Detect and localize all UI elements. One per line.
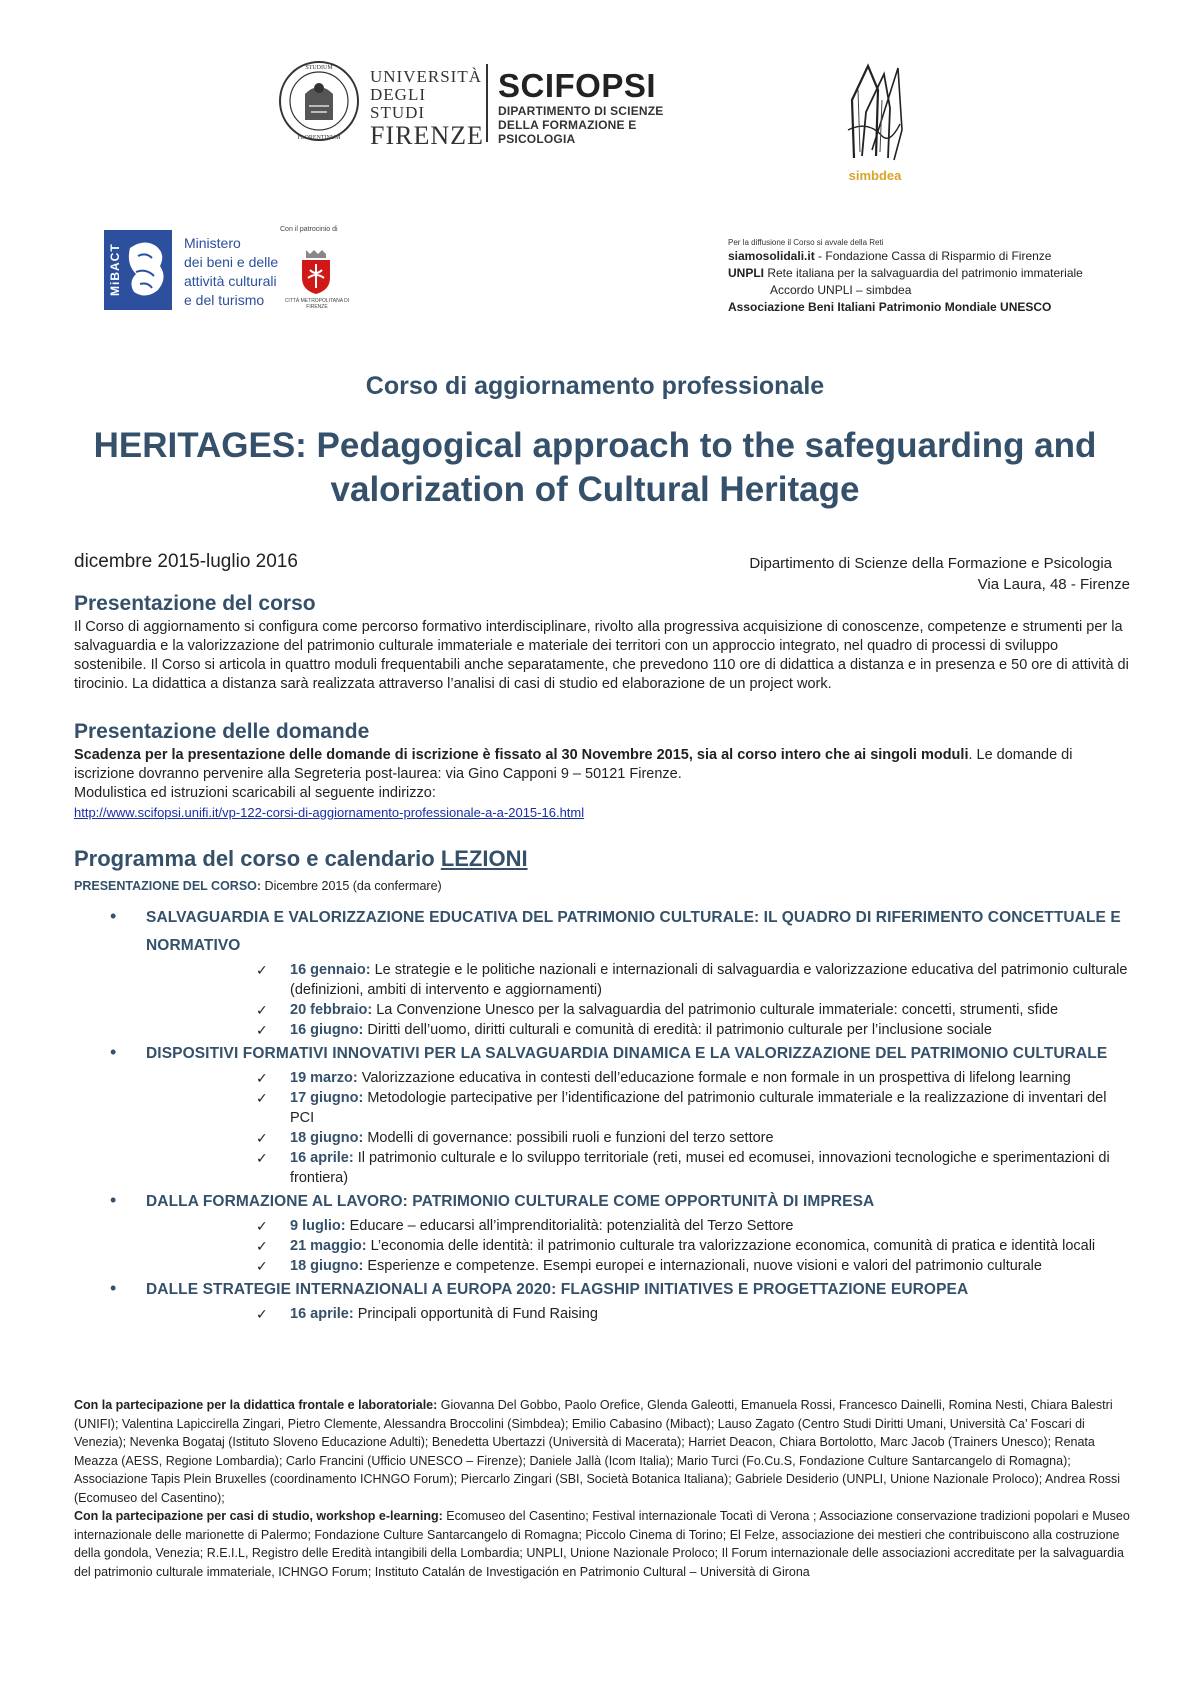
lesson-item	[146, 1128, 1134, 1148]
programma-sub-value: Dicembre 2015 (da confermare)	[261, 879, 442, 893]
lesson-item	[146, 1148, 1134, 1188]
checkmark-icon: ✓	[256, 1150, 268, 1166]
programme-list	[74, 904, 1134, 1324]
simbdea-logo	[830, 60, 920, 185]
lesson-item	[146, 1304, 1134, 1324]
svg-text:STUDIUM: STUDIUM	[305, 65, 333, 71]
domande-modulistica: Modulistica ed istruzioni scaricabili al seguente indirizzo:	[74, 785, 436, 801]
simbdea-label: simbdea	[848, 168, 902, 183]
venue-line1: Dipartimento di Scienze della Formazione e Psicologia	[749, 555, 1112, 572]
lezioni-link[interactable]: LEZIONI	[440, 846, 528, 871]
checkmark-icon: ✓	[256, 1022, 268, 1038]
svg-text:FLORENTINUM: FLORENTINUM	[297, 135, 341, 141]
checkmark-icon: ✓	[256, 962, 268, 978]
unifi-line1: UNIVERSITÀ	[370, 67, 482, 86]
domande-text	[74, 746, 1134, 823]
simbdea-scribble-icon	[838, 60, 912, 164]
unifi-name	[370, 68, 482, 150]
lesson-date: 20 febbraio:	[290, 1002, 373, 1018]
mibact-line2: dei beni e delle	[184, 254, 279, 270]
course-type-heading: Corso di aggiornamento professionale	[365, 372, 825, 400]
checkmark-icon: ✓	[256, 1002, 268, 1018]
credits-casi	[74, 1507, 1134, 1581]
course-dates: dicembre 2015-luglio 2016	[74, 551, 298, 572]
scifopsi-line1: DIPARTIMENTO DI SCIENZE	[498, 104, 664, 118]
checkmark-icon: ✓	[256, 1130, 268, 1146]
course-venue	[700, 553, 1130, 595]
patrocinio-logo	[280, 226, 370, 316]
diffusione-line1-bold: siamosolidali.it	[728, 249, 815, 263]
lesson-date: 16 aprile:	[290, 1150, 354, 1166]
programma-heading	[74, 846, 528, 872]
diffusione-line2	[728, 265, 1128, 282]
lesson-date: 16 gennaio:	[290, 962, 371, 978]
lesson-item	[146, 1256, 1134, 1276]
lesson-date: 18 giugno:	[290, 1130, 364, 1146]
course-title	[40, 424, 1150, 512]
unifi-logo	[278, 60, 698, 148]
checkmark-icon: ✓	[256, 1306, 268, 1322]
credits-casi-text: Ecomuseo del Casentino; Festival internazionale Tocatì di Verona ; Associazione conservazione tradizioni popolari e Museo internazionale delle marionette di Palermo; Fondazione Culture Santarcangelo di Romagna; Piccolo Cinema di Torino; El Felze, associazione dei mestieri che contribuiscono alla costruzione della gondola, Venezia; R.E.I.L, Registro delle Eredità intangibili della Lombardia; UNPLI, Unione Nazionale Proloco; Il Forum internazionale delle associazioni accreditate per la salvaguardia del patrimonio culturale immateriale, ICHNGO Forum; Instituto Catalán de Investigación en Patrimonio Cultural – Università di Girona	[74, 1509, 1130, 1579]
patrocinio-caption: CITTÀ METROPOLITANA DI FIRENZE	[284, 298, 350, 310]
presentazione-text: Il Corso di aggiornamento si configura come percorso formativo interdisciplinare, rivolto alla progressiva acquisizione di conoscenze, competenze e strumenti per la salvaguardia e la valorizzazione del patrimonio culturale immateriale e materiale dei territori con un approccio integrato, nel quadro di processi di sviluppo sostenibile. Il Corso si articola in quattro moduli frequentabili anche separatamente, che prevedono 110 ore di didattica a distanza e in presenza e 50 ore di attività di tirocinio. La didattica a distanza sarà realizzata attraverso l’analisi di casi di studio ed elaborazione de un project work.	[74, 619, 1129, 692]
lesson-text: Metodologie partecipative per l’identificazione del patrimonio culturale immateriale e la realizzazione di inventari del PCI	[290, 1090, 1107, 1126]
diffusione-block	[728, 238, 1128, 316]
mibact-line3: attività culturali	[184, 273, 277, 289]
lesson-item	[146, 960, 1134, 1000]
bullet-icon: •	[110, 1042, 117, 1062]
logo-divider	[486, 64, 488, 142]
checkmark-icon: ✓	[256, 1070, 268, 1086]
lesson-text: La Convenzione Unesco per la salvaguardia del patrimonio culturale immateriale: concetti, strumenti, sfide	[372, 1002, 1059, 1018]
lesson-date: 17 giugno:	[290, 1090, 364, 1106]
credits-frontale-label: Con la partecipazione per la didattica frontale e laboratoriale:	[74, 1398, 438, 1412]
bullet-icon: •	[110, 1278, 117, 1298]
mibact-line1: Ministero	[184, 235, 241, 251]
checkmark-icon: ✓	[256, 1218, 268, 1234]
domande-heading: Presentazione delle domande	[74, 720, 370, 743]
scifopsi-line2: DELLA FORMAZIONE E PSICOLOGIA	[498, 118, 637, 146]
florence-lily-icon	[298, 250, 334, 294]
bullet-icon: •	[110, 1190, 117, 1210]
patrocinio-label: Con il patrocinio di	[280, 226, 338, 233]
checkmark-icon: ✓	[256, 1090, 268, 1106]
lesson-item	[146, 1068, 1134, 1088]
lesson-date: 16 giugno:	[290, 1022, 364, 1038]
diffusione-line2-rest: Rete italiana per la salvaguardia del patrimonio immateriale	[764, 266, 1083, 280]
module-title: DALLE STRATEGIE INTERNAZIONALI A EUROPA 2020: FLAGSHIP INITIATIVES E PROGETTAZIONE EUROPEA	[146, 1281, 969, 1298]
lesson-item	[146, 1020, 1134, 1040]
credits-casi-label: Con la partecipazione per casi di studio, workshop e-learning:	[74, 1509, 443, 1523]
diffusione-line3: Accordo UNPLI – simbdea	[770, 283, 912, 297]
programme-module	[74, 1276, 1134, 1324]
domande-deadline	[74, 746, 1134, 784]
module-title: DALLA FORMAZIONE AL LAVORO: PATRIMONIO CULTURALE COME OPPORTUNITÀ DI IMPRESA	[146, 1193, 875, 1210]
lesson-text: Educare – educarsi all’imprenditorialità: potenzialità del Terzo Settore	[345, 1218, 794, 1234]
lesson-date: 9 luglio:	[290, 1218, 346, 1234]
diffusione-line4: Associazione Beni Italiani Patrimonio Mondiale UNESCO	[728, 300, 1052, 314]
lesson-date: 18 giugno:	[290, 1258, 364, 1274]
unifi-line2: DEGLI STUDI	[370, 85, 426, 122]
lesson-text: Principali opportunità di Fund Raising	[353, 1306, 598, 1322]
credits-frontale-text: Giovanna Del Gobbo, Paolo Orefice, Glenda Galeotti, Emanuela Rossi, Francesco Dainelli, Romina Nesti, Chiara Balestri (UNIFI); Valentina Lapiccirella Zingari, Pietro Clemente, Alessandra Broccolini (Simbdea); Emilio Cabasino (Mibact); Lauso Zagato (Centro Studi Diritti Umani, Università Ca’ Foscari di Venezia); Nevenka Bogataj (Istituto Sloveno Educazione Adulti); Benedetta Ubertazzi (Università di Macerata); Harriet Deacon, Chiara Bortolotto, Marc Jacob (Trainers Unesco); Renata Meazza (AESS, Regione Lombardia); Carlo Francini (Ufficio UNESCO – Firenze); Daniele Jallà (Icom Italia); Mario Turci (Fo.Cu.S, Fondazione Culture Santarcangelo di Romagna); Associazione Tapis Plein Bruxelles (coordinamento ICHNGO Forum); Piercarlo Zingari (SBI, Società Botanica Italiana); Gabriele Desiderio (UNPLI, Unione Nazionale Proloco); Andrea Rossi (Ecomuseo del Casentino);	[74, 1398, 1121, 1505]
lesson-text: Le strategie e le politiche nazionali e internazionali di salvaguardia e valorizzazione educativa del patrimonio culturale (definizioni, ambiti di intervento e aggiornamenti)	[290, 962, 1128, 998]
scifopsi-logo	[498, 68, 698, 146]
lesson-text: Esperienze e competenze. Esempi europei e internazionali, nuove visioni e valori del patrimonio culturale	[363, 1258, 1042, 1274]
university-seal-icon	[278, 60, 360, 142]
module-title: DISPOSITIVI FORMATIVI INNOVATIVI PER LA SALVAGUARDIA DINAMICA E LA VALORIZZAZIONE DEL PATRIMONIO CULTURALE	[146, 1045, 1108, 1062]
course-title-line2: valorization of Cultural Heritage	[330, 470, 860, 509]
modulistica-link[interactable]: http://www.scifopsi.unifi.it/vp-122-corsi-di-aggiornamento-professionale-a-a-2015-16.html	[74, 805, 585, 820]
checkmark-icon: ✓	[256, 1258, 268, 1274]
programma-sub-label: PRESENTAZIONE DEL CORSO:	[74, 879, 262, 893]
domande-deadline-bold: Scadenza per la presentazione delle domande di iscrizione è fissato al 30 Novembre 2015, sia al corso intero che ai singoli moduli	[74, 747, 969, 763]
mibact-line4: e del turismo	[184, 292, 265, 308]
lesson-item	[146, 1088, 1134, 1128]
programma-presentation-date	[74, 879, 442, 893]
lesson-text: Diritti dell’uomo, diritti culturali e comunità di eredità: il patrimonio culturale per l’inclusione sociale	[363, 1022, 992, 1038]
lesson-date: 19 marzo:	[290, 1070, 358, 1086]
diffusione-line2-bold: UNPLI	[728, 266, 764, 280]
diffusione-line1	[728, 248, 1128, 265]
bullet-icon: •	[110, 906, 117, 926]
lesson-text: Modelli di governance: possibili ruoli e funzioni del terzo settore	[363, 1130, 774, 1146]
diffusione-intro: Per la diffusione il Corso si avvale della Reti	[728, 238, 884, 247]
lesson-date: 21 maggio:	[290, 1238, 367, 1254]
module-title: SALVAGUARDIA E VALORIZZAZIONE EDUCATIVA DEL PATRIMONIO CULTURALE: IL QUADRO DI RIFERIMENTO CONCETTUALE E NORMATIVO	[146, 909, 1121, 954]
lesson-text: Il patrimonio culturale e lo sviluppo territoriale (reti, musei ed ecomusei, innovazioni tecnologiche e sperimentazioni di frontiera)	[290, 1150, 1110, 1186]
scifopsi-name: SCIFOPSI	[498, 67, 657, 104]
credits-block	[74, 1396, 1134, 1581]
checkmark-icon: ✓	[256, 1238, 268, 1254]
programme-module	[74, 1188, 1134, 1276]
mibact-emblem	[104, 230, 172, 310]
unifi-line3: FIRENZE	[370, 121, 484, 150]
lesson-date: 16 aprile:	[290, 1306, 354, 1322]
programme-module	[74, 904, 1134, 1040]
course-title-line1: HERITAGES: Pedagogical approach to the safeguarding and	[93, 426, 1097, 465]
lesson-text: L’economia delle identità: il patrimonio culturale tra valorizzazione economica, comunità di pratica e identità locali	[366, 1238, 1096, 1254]
programma-heading-text: Programma del corso e calendario	[74, 846, 441, 871]
mibact-figure-icon	[124, 238, 168, 300]
programme-module	[74, 1040, 1134, 1188]
lesson-text: Valorizzazione educativa in contesti dell’educazione formale e non formale in un prospettiva di lifelong learning	[357, 1070, 1071, 1086]
presentazione-heading: Presentazione del corso	[74, 592, 316, 615]
lesson-item	[146, 1000, 1134, 1020]
lesson-item	[146, 1216, 1134, 1236]
diffusione-line1-rest: - Fondazione Cassa di Risparmio di Firenze	[814, 249, 1052, 263]
domande-deadline-rest: . Le domande di iscrizione dovranno pervenire alla Segreteria post-laurea: via Gino Capponi 9 – 50121 Firenze.	[74, 747, 1073, 782]
lesson-item	[146, 1236, 1134, 1256]
mibact-logo	[104, 230, 294, 315]
venue-line2: Via Laura, 48 - Firenze	[977, 576, 1130, 593]
credits-frontale	[74, 1396, 1134, 1507]
mibact-vertical-text: MiBACT	[108, 243, 122, 297]
